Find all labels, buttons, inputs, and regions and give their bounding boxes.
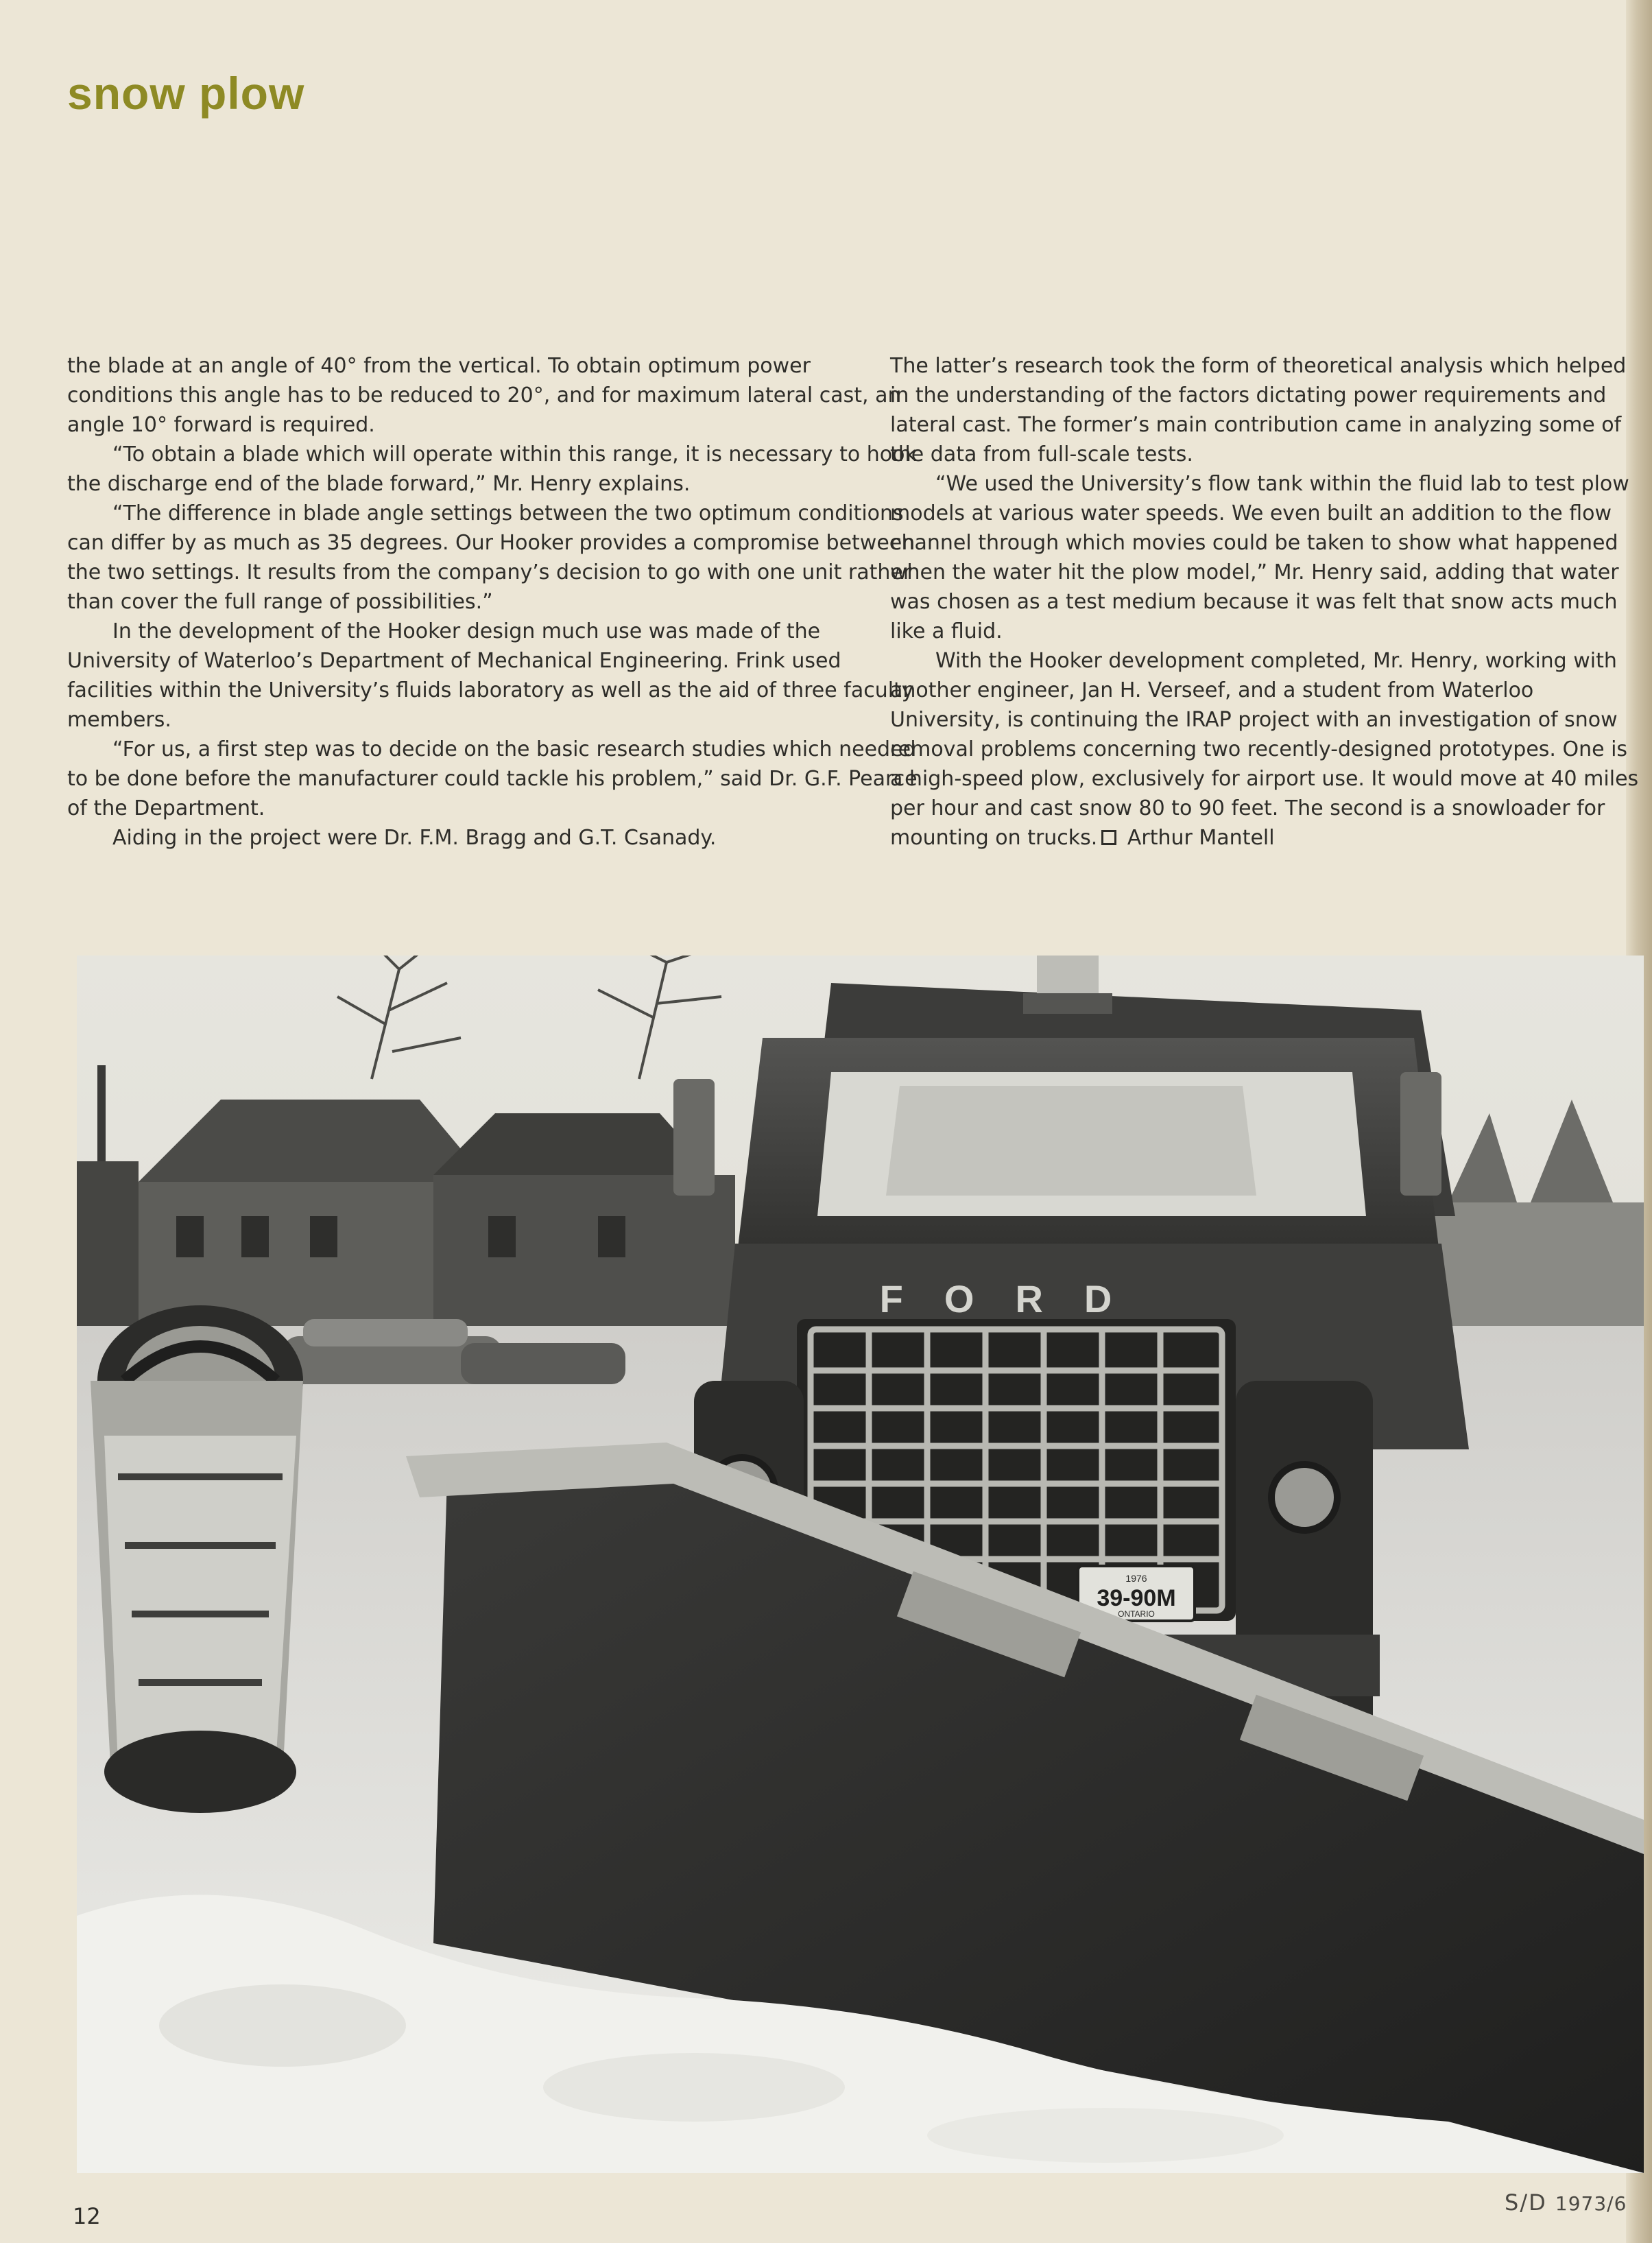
paragraph: “We used the University’s flow tank within the fluid lab to test plow models at various water speeds. We even built an addition to the flow channel through which movies could be taken to show what happened when the water hit the plow model,” Mr. Henry said, adding that water was chosen as a test medium because it was felt that snow acts much like a fluid. bbox=[890, 472, 1629, 643]
paragraph: “The difference in blade angle settings between the two optimum conditions can differ by as much as 35 degrees. Our Hooker provides a compromise between the two settings. It results from the company’s decision to go with one unit rather than cover the full range of possibilities.” bbox=[67, 501, 915, 614]
paragraph: “For us, a first step was to decide on the basic research studies which needed to be done before the manufacturer could tackle his problem,” said Dr. G.F. Pearce of the Department. bbox=[67, 737, 918, 820]
running-footer bbox=[1505, 2189, 1627, 2216]
license-plate-year: 1976 bbox=[1125, 1573, 1147, 1584]
publication-name: S/D bbox=[1505, 2189, 1547, 2216]
license-plate-province: ONTARIO bbox=[1118, 1609, 1155, 1619]
paragraph-final bbox=[890, 646, 1644, 853]
paragraph: the blade at an angle of 40° from the vertical. To obtain optimum power conditions this angle has to be reduced to 20°, and for maximum lateral cast, an angle 10° forward is required. bbox=[67, 354, 901, 437]
paragraph: “To obtain a blade which will operate within this range, it is necessary to hook the discharge end of the blade forward,” Mr. Henry explains. bbox=[67, 442, 917, 496]
paragraph: In the development of the Hooker design much use was made of the University of Waterloo’s Department of Mechanical Engineering. Frink used facilities within the University’s fluids laboratory as well as the aid of three faculty members. bbox=[67, 619, 914, 732]
byline: Arthur Mantell bbox=[1127, 826, 1275, 850]
snowblower-rotor bbox=[91, 1305, 303, 1813]
end-of-article-mark bbox=[1101, 830, 1116, 845]
issue-date: 1973/6 bbox=[1555, 2192, 1627, 2215]
paragraph: Aiding in the project were Dr. F.M. Bragg and G.T. Csanady. bbox=[112, 826, 717, 850]
license-plate-number: 39-90M bbox=[1097, 1585, 1176, 1611]
paragraph-final-text: With the Hooker development completed, Mr. Henry, working with another engineer, Jan H. Verseef, and a student from Waterloo University, is continuing the IRAP project with an investigation of snow removal problems concerning two recently-designed prototypes. One is a high-speed plow, exclusively for airport use. It would move at 40 miles per hour and cast snow 80 to 90 feet. The second is a snowloader for mounting on trucks. bbox=[890, 649, 1639, 850]
ford-hood-lettering: FORD bbox=[879, 1277, 1153, 1320]
article-column-right bbox=[890, 351, 1644, 853]
paragraph: The latter’s research took the form of theoretical analysis which helped in the understanding of the factors dictating power requirements and lateral cast. The former’s main contribution came in analyzing some of the data from full-scale tests. bbox=[890, 354, 1627, 466]
snow-plow-truck-photo bbox=[77, 956, 1644, 2173]
page-number: 12 bbox=[73, 2203, 101, 2229]
article-column-left bbox=[67, 351, 918, 853]
section-title: snow plow bbox=[67, 68, 305, 119]
